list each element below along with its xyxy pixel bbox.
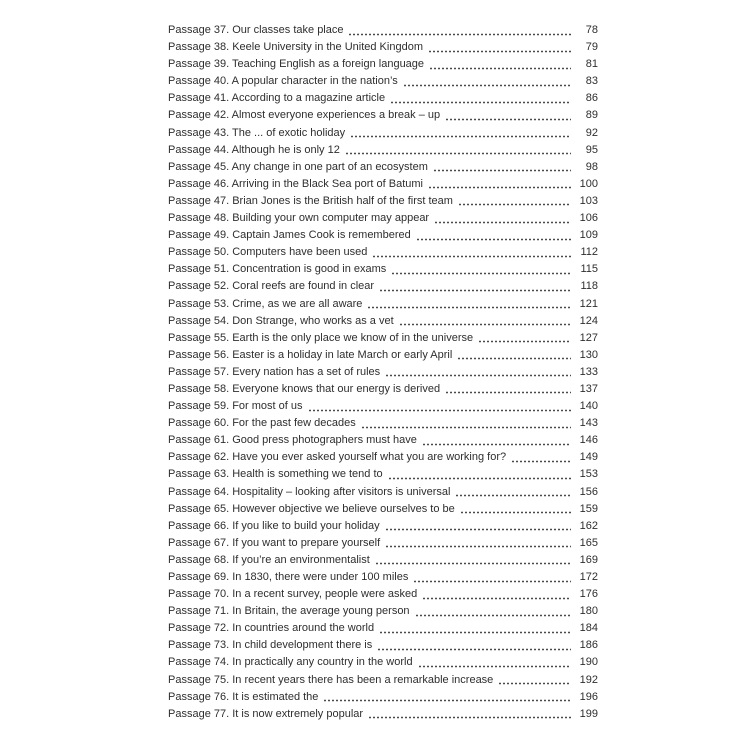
toc-row: [168, 107, 598, 124]
toc-page-number: 89: [585, 109, 598, 122]
toc-entry-text: Passage 44. Although he is only 12: [168, 143, 340, 156]
toc-entry-text: Passage 39. Teaching English as a foreign language: [168, 58, 425, 71]
toc-entry-text: Passage 66. If you like to build your holiday: [168, 519, 380, 532]
toc-entry-text: Passage 75. In recent years there has been a remarkable increase: [168, 673, 494, 686]
toc-entry-text: Passage 73. In child development there is: [168, 639, 373, 652]
toc-page-number: 199: [579, 707, 598, 720]
toc-entry-text: Passage 70. In a recent survey, people were asked: [168, 588, 418, 601]
toc-page-number: 140: [579, 400, 598, 413]
dot-leader: [422, 432, 571, 449]
dot-leader: [455, 484, 571, 501]
dot-leader: [379, 620, 571, 637]
dot-leader: [434, 210, 571, 227]
toc-entry-text: Passage 58. Everyone knows that our energy is derived: [168, 382, 441, 395]
toc-entry-text: Passage 61. Good press photographers must have: [168, 434, 417, 447]
toc-row: [168, 39, 598, 56]
toc-entry-text: Passage 52. Coral reefs are found in clear: [168, 280, 375, 293]
toc-row: [168, 586, 598, 603]
toc-page-number: 81: [585, 58, 598, 71]
toc-row: [168, 364, 598, 381]
toc-row: [168, 330, 598, 347]
toc-row: [168, 125, 598, 142]
toc-entry-text: Passage 64. Hospitality – looking after visitors is universal: [168, 485, 451, 498]
toc-row: [168, 142, 598, 159]
dot-leader: [367, 296, 571, 313]
toc-entry-text: Passage 50. Computers have been used: [168, 246, 368, 259]
toc-page-number: 109: [579, 229, 598, 242]
toc-entry-text: Passage 71. In Britain, the average young person: [168, 605, 410, 618]
toc-row: [168, 398, 598, 415]
toc-row: [168, 90, 598, 107]
dot-leader: [457, 347, 571, 364]
dot-leader: [388, 466, 571, 483]
dot-leader: [428, 39, 571, 56]
toc-entry-text: Passage 62. Have you ever asked yourself what you are working for?: [168, 451, 507, 464]
toc-row: [168, 501, 598, 518]
toc-row: [168, 466, 598, 483]
toc-entry-text: Passage 43. The ... of exotic holiday: [168, 126, 346, 139]
toc-entry-text: Passage 74. In practically any country in the world: [168, 656, 413, 669]
toc-entry-text: Passage 41. According to a magazine article: [168, 92, 386, 105]
toc-entry-text: Passage 40. A popular character in the nation’s: [168, 75, 398, 88]
toc-entry-text: Passage 69. In 1830, there were under 100 miles: [168, 571, 409, 583]
toc-row: [168, 484, 598, 501]
toc-entry-text: Passage 47. Brian Jones is the British half of the first team: [168, 194, 453, 207]
toc-entry-text: Passage 54. Don Strange, who works as a vet: [168, 314, 394, 327]
toc-entry-text: Passage 60. For the past few decades: [168, 417, 356, 430]
dot-leader: [385, 518, 571, 535]
dot-leader: [345, 142, 571, 159]
toc-entry-text: Passage 57. Every nation has a set of rules: [168, 365, 381, 378]
toc-entry-text: Passage 53. Crime, as we are all aware: [168, 297, 363, 310]
dot-leader: [478, 330, 571, 347]
toc-row: [168, 689, 598, 706]
toc-row: [168, 278, 598, 295]
dot-leader: [377, 637, 571, 654]
toc-entry-text: Passage 55. Earth is the only place we know of in the universe: [168, 331, 474, 344]
toc-entry-text: Passage 63. Health is something we tend to: [168, 468, 383, 481]
toc-page-number: 184: [579, 622, 598, 635]
toc-page-number: 92: [585, 126, 598, 139]
dot-leader: [458, 193, 571, 210]
toc-entry-text: Passage 48. Building your own computer may appear: [168, 212, 430, 225]
toc-entry-text: Passage 77. It is now extremely popular: [168, 707, 364, 720]
toc-row: [168, 706, 598, 723]
dot-leader: [413, 569, 571, 586]
toc-row: [168, 261, 598, 278]
toc-row: [168, 569, 598, 586]
toc-row: [168, 603, 598, 620]
dot-leader: [379, 278, 571, 295]
toc-page-number: 130: [579, 348, 598, 361]
dot-leader: [428, 176, 571, 193]
dot-leader: [511, 449, 571, 466]
toc-row: [168, 227, 598, 244]
toc-page-number: 86: [585, 92, 598, 105]
dot-leader: [429, 56, 571, 73]
dot-leader: [460, 501, 571, 518]
toc-page-number: 186: [579, 639, 598, 652]
table-of-contents: [168, 22, 598, 723]
dot-leader: [350, 125, 571, 142]
toc-page-number: 165: [579, 536, 598, 549]
toc-entry-text: Passage 37. Our classes take place: [168, 24, 344, 36]
toc-page-number: 83: [585, 75, 598, 88]
toc-entry-text: Passage 56. Easter is a holiday in late March or early April: [168, 348, 453, 361]
toc-entry-text: Passage 76. It is estimated the: [168, 690, 319, 703]
toc-page-number: 137: [579, 382, 598, 395]
toc-page-number: 133: [579, 365, 598, 378]
toc-entry-text: Passage 42. Almost everyone experiences a break – up: [168, 109, 441, 122]
toc-page-number: 192: [579, 673, 598, 686]
dot-leader: [418, 654, 571, 671]
toc-page-number: 196: [579, 690, 598, 703]
toc-page-number: 103: [579, 194, 598, 207]
toc-row: [168, 381, 598, 398]
toc-entry-text: Passage 59. For most of us: [168, 400, 303, 413]
dot-leader: [308, 398, 571, 415]
toc-page-number: 112: [580, 246, 598, 259]
dot-leader: [323, 689, 571, 706]
toc-page-number: 159: [579, 502, 598, 515]
toc-entry-text: Passage 49. Captain James Cook is remembered: [168, 229, 411, 242]
toc-row: [168, 535, 598, 552]
toc-row: [168, 176, 598, 193]
dot-leader: [399, 313, 571, 330]
toc-entry-text: Passage 67. If you want to prepare yourself: [168, 536, 381, 549]
toc-row: [168, 56, 598, 73]
toc-entry-text: Passage 72. In countries around the world: [168, 622, 375, 635]
dot-leader: [368, 706, 571, 723]
toc-row: [168, 672, 598, 689]
toc-page-number: 162: [579, 519, 598, 532]
dot-leader: [433, 159, 571, 176]
dot-leader: [403, 73, 571, 90]
toc-row: [168, 620, 598, 637]
toc-page-number: 176: [579, 588, 598, 601]
toc-row: [168, 552, 598, 569]
toc-page-number: 79: [585, 41, 598, 54]
toc-row: [168, 313, 598, 330]
toc-page-number: 169: [579, 553, 598, 566]
toc-row: [168, 415, 598, 432]
toc-row: [168, 296, 598, 313]
toc-page-number: 78: [585, 24, 598, 36]
toc-entry-text: Passage 65. However objective we believe ourselves to be: [168, 502, 455, 515]
dot-leader: [391, 261, 571, 278]
toc-page-number: 106: [579, 212, 598, 225]
toc-row: [168, 654, 598, 671]
toc-row: [168, 159, 598, 176]
toc-page-number: 143: [579, 417, 598, 430]
dot-leader: [385, 535, 571, 552]
dot-leader: [361, 415, 571, 432]
dot-leader: [422, 586, 571, 603]
toc-row: [168, 22, 598, 39]
dot-leader: [416, 227, 571, 244]
toc-row: [168, 432, 598, 449]
toc-entry-text: Passage 45. Any change in one part of an ecosystem: [168, 160, 428, 173]
toc-page-number: 190: [579, 656, 598, 669]
toc-row: [168, 73, 598, 90]
toc-row: [168, 347, 598, 364]
dot-leader: [375, 552, 571, 569]
toc-page-number: 118: [580, 280, 598, 293]
toc-page-number: 115: [580, 263, 598, 276]
toc-row: [168, 193, 598, 210]
toc-row: [168, 210, 598, 227]
toc-row: [168, 244, 598, 261]
toc-entry-text: Passage 46. Arriving in the Black Sea port of Batumi: [168, 177, 423, 190]
toc-row: [168, 637, 598, 654]
toc-entry-text: Passage 51. Concentration is good in exams: [168, 263, 387, 276]
dot-leader: [372, 244, 571, 261]
dot-leader: [498, 672, 571, 689]
dot-leader: [445, 381, 571, 398]
toc-page-number: 146: [579, 434, 598, 447]
toc-page-number: 121: [579, 297, 598, 310]
toc-page-number: 124: [579, 314, 598, 327]
toc-entry-text: Passage 38. Keele University in the United Kingdom: [168, 41, 423, 54]
toc-page-number: 95: [585, 143, 598, 156]
toc-page-number: 156: [579, 485, 598, 498]
toc-page-number: 172: [579, 571, 598, 583]
dot-leader: [415, 603, 571, 620]
dot-leader: [445, 107, 571, 124]
toc-row: [168, 518, 598, 535]
dot-leader: [385, 364, 571, 381]
dot-leader: [348, 22, 571, 39]
dot-leader: [390, 90, 571, 107]
toc-page-number: 153: [579, 468, 598, 481]
toc-entry-text: Passage 68. If you’re an environmentalist: [168, 553, 370, 566]
toc-page-number: 98: [585, 160, 598, 173]
toc-page-number: 180: [579, 605, 598, 618]
toc-row: [168, 449, 598, 466]
toc-page-number: 100: [579, 177, 598, 190]
toc-page-number: 149: [579, 451, 598, 464]
toc-page-number: 127: [579, 331, 598, 344]
